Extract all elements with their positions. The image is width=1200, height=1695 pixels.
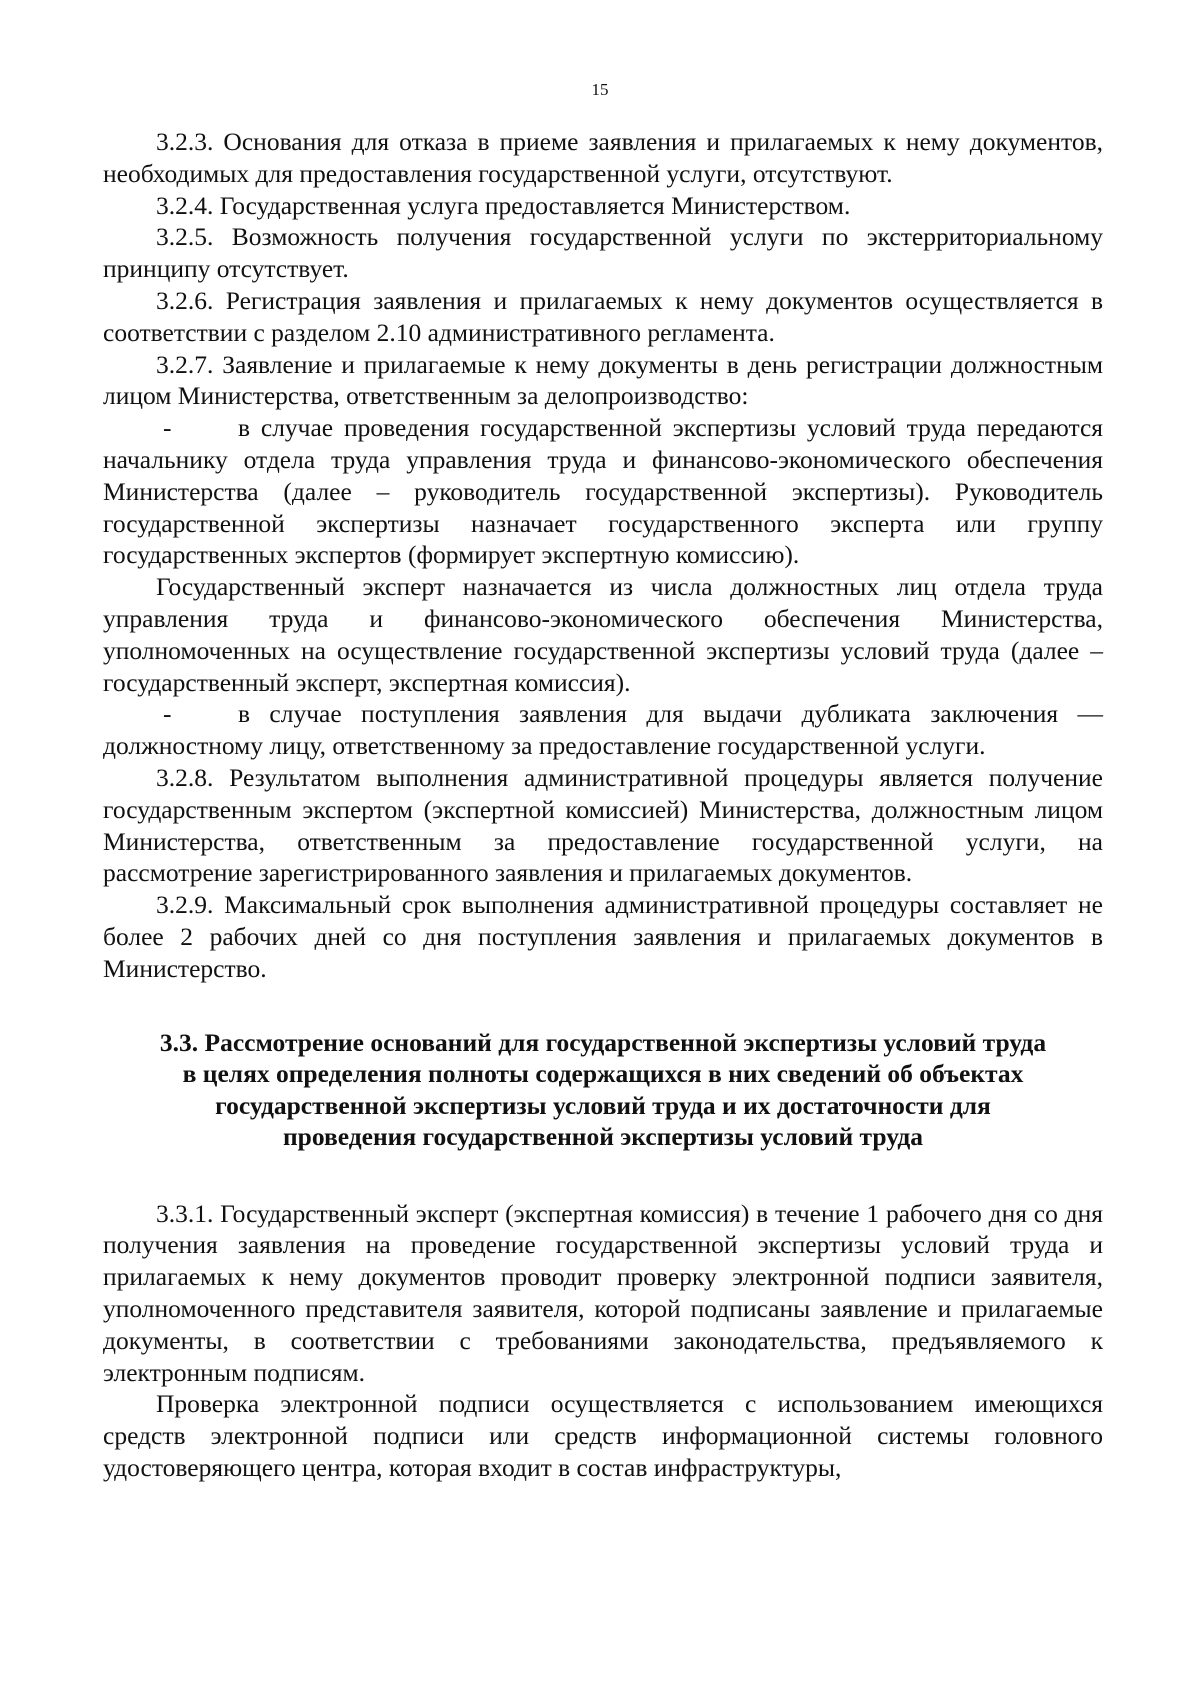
page-number: 15 <box>591 80 609 99</box>
section-3-3-paragraphs <box>103 1198 1103 1484</box>
paragraph-3-2-4: 3.2.4. Государственная услуга предоставляется Министерством. <box>156 190 851 220</box>
paragraph-3-2-3: 3.2.3. Основания для отказа в приеме заявления и прилагаемых к нему документов, необходимых для предоставления государственной услуги, отсутствуют. <box>103 127 1103 188</box>
dash-marker: - <box>163 413 172 443</box>
section-3-2-paragraphs <box>103 126 1103 985</box>
paragraph-3-2-6: 3.2.6. Регистрация заявления и прилагаемых к нему документов осуществляется в соответствии с разделом 2.10 административного регламента. <box>103 285 1103 347</box>
paragraph-3-2-8: 3.2.8. Результатом выполнения административной процедуры является получение государственным экспертом (экспертной комиссией) Министерства, должностным лицом Министерства, ответственным за предоставление государственной услуги, на рассмотрение зарегистрированного заявления и прилагаемых документов. <box>103 762 1103 888</box>
paragraph-3-2-5: 3.2.5. Возможность получения государственной услуги по экстерриториальному принципу отсутствует. <box>103 222 1103 284</box>
paragraph-3-3-1: 3.3.1. Государственный эксперт (экспертная комиссия) в течение 1 рабочего дня со дня получения заявления на проведение государственной экспертизы условий труда и прилагаемых к нему документов проводит проверку электронной подписи заявителя, уполномоченного представителя заявителя, которой подписаны заявление и прилагаемые документы, в соответствии с требованиями законодательства, предъявляемого к электронным подписям. <box>103 1198 1103 1387</box>
heading-line: 3.3. Рассмотрение оснований для государственной экспертизы условий труда <box>159 1027 1047 1057</box>
dash-marker: - <box>163 699 172 729</box>
heading-line: государственной экспертизы условий труда и их достаточности для <box>215 1090 991 1120</box>
document-body <box>103 126 1103 1484</box>
dash-item-expertise <box>103 412 1103 571</box>
heading-line: в целях определения полноты содержащихся в них сведений об объектах <box>182 1059 1024 1089</box>
paragraph-signature-check: Проверка электронной подписи осуществляется с использованием имеющихся средств электронной подписи или средств информационной системы головного удостоверяющего центра, которая входит в состав инфраструктуры, <box>103 1389 1103 1482</box>
paragraph-3-2-9: 3.2.9. Максимальный срок выполнения административной процедуры составляет не более 2 рабочих дней со дня поступления заявления и прилагаемых документов в Министерство. <box>103 890 1103 983</box>
dash-item-text: в случае поступления заявления для выдачи дубликата заключения — должностному лицу, ответственному за предоставление государственной услуги. <box>103 699 1103 761</box>
dash-item-duplicate <box>103 698 1103 762</box>
paragraph-3-2-7: 3.2.7. Заявление и прилагаемые к нему документы в день регистрации должностным лицом Министерства, ответственным за делопроизводство: <box>103 349 1103 411</box>
heading-line: проведения государственной экспертизы условий труда <box>282 1122 923 1152</box>
paragraph-state-expert: Государственный эксперт назначается из числа должностных лиц отдела труда управления труда и финансово-экономического обеспечения Министерства, уполномоченных на осуществление государственной экспертизы условий труда (далее – государственный эксперт, экспертная комиссия). <box>103 572 1103 697</box>
dash-item-text: в случае проведения государственной экспертизы условий труда передаются начальнику отдела труда управления труда и финансово-экономического обеспечения Министерства (далее – руководитель государственной экспертизы). Руководитель государственной экспертизы назначает государственного эксперта или группу государственных экспертов (формирует экспертную комиссию). <box>103 413 1103 570</box>
section-heading-3-3 <box>103 1027 1103 1153</box>
